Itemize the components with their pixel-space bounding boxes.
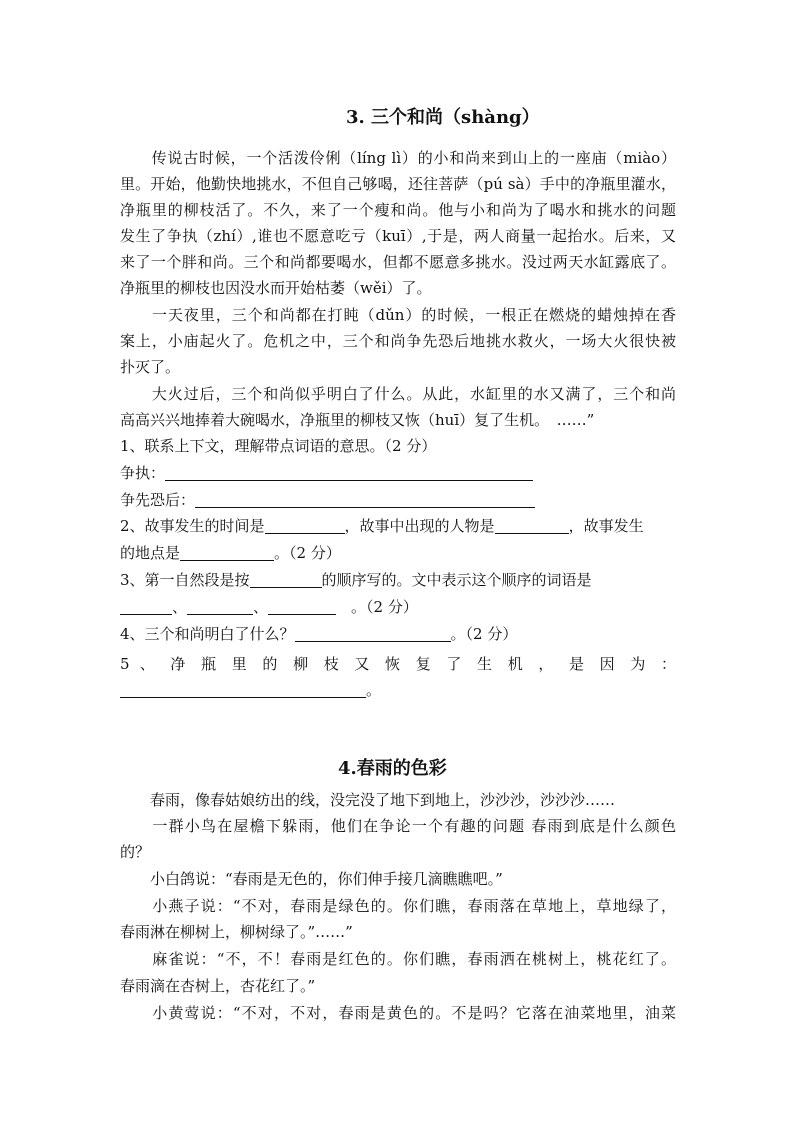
answer-blank-1a[interactable]: [165, 464, 533, 481]
story1-line-10: 大火过后，三个和尚似乎明白了什么。从此，水缸里的水又满了，三个和尚: [120, 385, 676, 403]
question-3-sep-2: 、: [253, 598, 269, 616]
answer-blank-3-word3[interactable]: [268, 598, 336, 615]
story2-line-1: 春雨，像春姑娘纺出的线，没完没了地下到地上，沙沙沙，沙沙沙……: [120, 791, 616, 809]
story1-line-3: 净瓶里的柳枝活了。不久，来了一个瘦和尚。他与小和尚为了喝水和挑水的问题: [120, 201, 676, 219]
question-1b-row: [120, 490, 676, 510]
question-2-text-e: 。（2 分）: [274, 544, 341, 562]
story1-line-9: 扑灭了。: [120, 358, 181, 376]
question-3-text-a: 3、第一自然段是按: [120, 571, 250, 589]
question-3-end: 。（2 分）: [336, 598, 418, 616]
question-1a-label: 争执：: [120, 464, 166, 482]
question-3-row2: [120, 597, 676, 617]
story2-line-9: 小黄莺说：“不对，不对，春雨是黄色的。不是吗？它落在油菜地里，油菜: [120, 1004, 676, 1022]
answer-blank-2-time[interactable]: [265, 517, 345, 534]
question-2-text-d: 的地点是: [120, 544, 181, 562]
story2-line-7: 麻雀说：“不，不！春雨是红色的。你们瞧，春雨洒在桃树上，桃花红了。: [120, 950, 676, 968]
question-2-row2: [120, 543, 676, 563]
question-2-text-a: 2、故事发生的时间是: [120, 517, 265, 535]
answer-blank-2-characters[interactable]: [495, 517, 569, 534]
question-5-end: 。: [366, 681, 382, 699]
story1-line-5: 来了一个胖和尚。三个和尚都要喝水，但都不愿意多挑水。没过两天水缸露底了。: [120, 253, 676, 271]
question-4-text-b: 。（2 分）: [450, 625, 518, 643]
story2-title: 4.春雨的色彩: [338, 758, 447, 779]
question-1b-label: 争先恐后：: [120, 491, 196, 509]
story1-line-6: 净瓶里的柳枝也因没水而开始枯萎（wěi）了。: [120, 279, 432, 297]
story2-line-2: 一群小鸟在屋檐下躲雨，他们在争论一个有趣的问题 春雨到底是什么颜色: [120, 817, 676, 835]
question-1: 1、联系上下文，理解带点词语的意思。（2 分）: [120, 437, 437, 455]
answer-blank-4[interactable]: [295, 625, 451, 642]
story2-line-3: 的？: [120, 843, 151, 861]
answer-blank-3-word1[interactable]: [120, 598, 172, 615]
question-4-row: [120, 624, 676, 644]
answer-blank-3-word2[interactable]: [187, 598, 253, 615]
story1-title: 3. 三个和尚（shàng）: [346, 107, 540, 128]
answer-blank-2-place[interactable]: [180, 544, 274, 561]
story2-line-5: 小燕子说：“不对，春雨是绿色的。你们瞧，春雨落在草地上，草地绿了，: [120, 897, 676, 915]
story1-line-11: 高高兴兴地捧着大碗喝水，净瓶里的柳枝又恢（huī）复了生机。 ……”: [120, 411, 595, 429]
question-3-text-b: 的顺序写的。文中表示这个顺序的词语是: [321, 571, 592, 589]
story2-line-6: 春雨淋在柳树上，柳树绿了。”……”: [120, 923, 353, 941]
question-3-row1: [120, 570, 676, 590]
question-2-text-b: ，故事中出现的人物是: [344, 517, 495, 535]
story1-line-7: 一天夜里，三个和尚都在打盹（dǔn）的时候，一根正在燃烧的蜡烛掉在香: [120, 306, 676, 324]
question-4-text-a: 4、三个和尚明白了什么？: [120, 625, 295, 643]
story1-line-1: 传说古时候，一个活泼伶俐（líng lì）的小和尚来到山上的一座庙（miào）: [120, 149, 676, 167]
question-5: 5 、 净 瓶 里 的 柳 枝 又 恢 复 了 生 机 ， 是 因 为 ：: [120, 655, 676, 673]
question-5-answer-row: [120, 680, 676, 700]
answer-blank-5[interactable]: [120, 681, 366, 698]
answer-blank-3-order[interactable]: [250, 571, 322, 588]
story1-line-8: 案上，小庙起火了。危机之中，三个和尚争先恐后地挑水救火，一场大火很快被: [120, 332, 676, 350]
question-1a-row: [120, 463, 676, 483]
question-3-sep-1: 、: [172, 598, 188, 616]
story1-line-2: 里。开始，他勤快地挑水，不但自己够喝，还往菩萨（pú sà）手中的净瓶里灌水，: [120, 175, 676, 193]
question-2-row1: [120, 516, 676, 536]
answer-blank-1b[interactable]: [195, 491, 535, 508]
story1-line-4: 发生了争执（zhí）,谁也不愿意吃亏（kuī）,于是，两人商量一起抬水。后来，又: [120, 227, 676, 245]
story2-line-8: 春雨滴在杏树上，杏花红了。”: [120, 977, 316, 995]
question-2-text-c: ，故事发生: [568, 517, 644, 535]
story2-line-4: 小白鸽说：“春雨是无色的，你们伸手接几滴瞧瞧吧。”: [120, 870, 503, 888]
